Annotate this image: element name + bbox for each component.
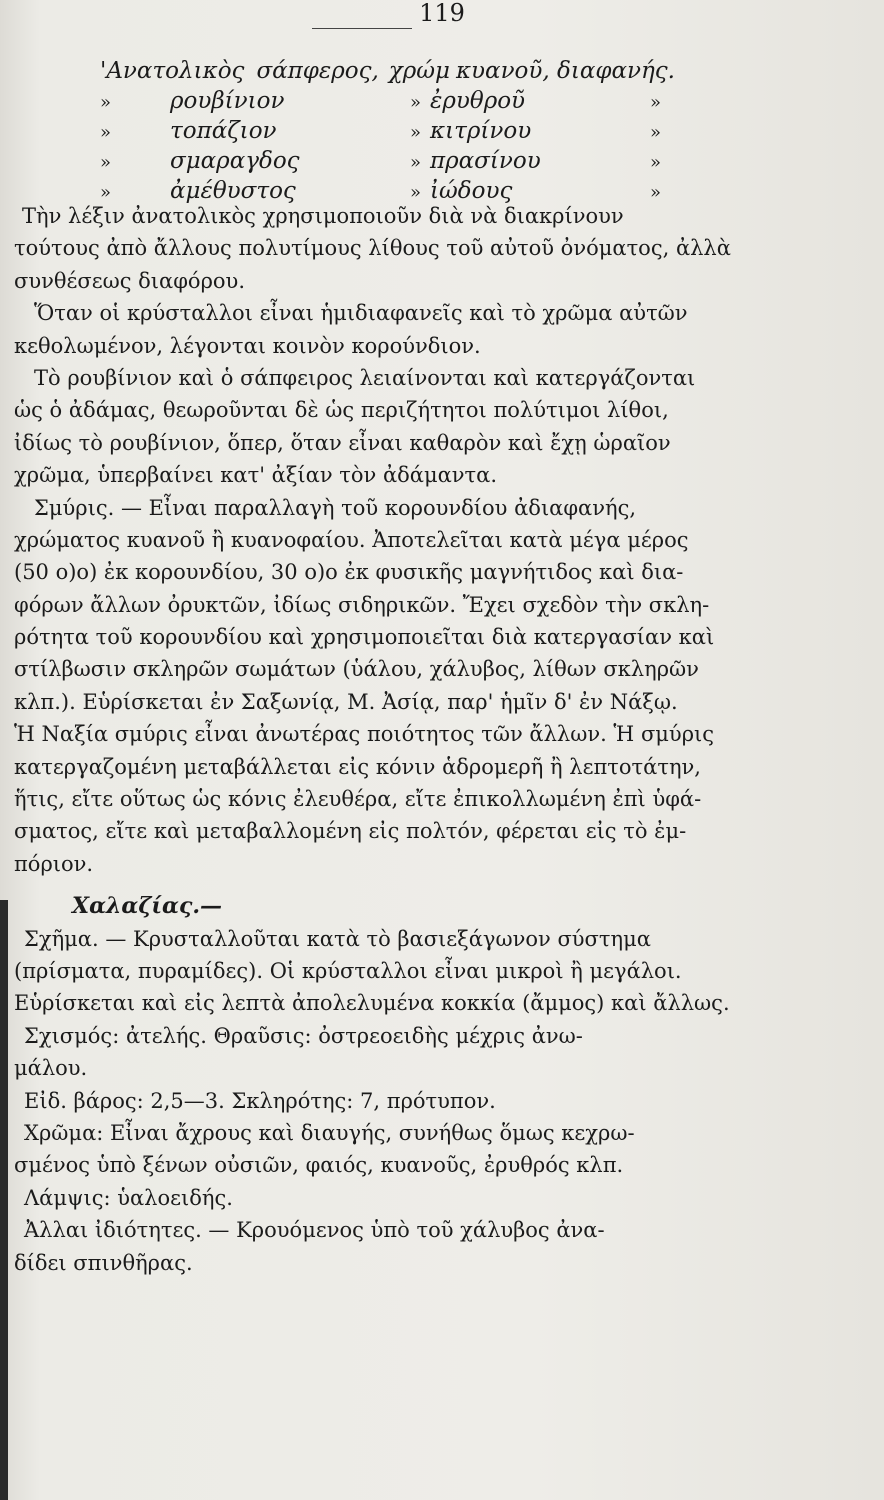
text-line: Σχισμός: ἀτελής. Θραῦσις: ὀστρεοειδὴς μέχρις ἀνω- bbox=[24, 1023, 583, 1048]
gem-name: σμαραγδος bbox=[170, 148, 300, 174]
gem-end: » bbox=[650, 92, 662, 113]
page-edge-shadow bbox=[0, 900, 8, 1500]
gem-color: ἰώδους bbox=[430, 178, 513, 204]
text-line: Τὴν λέξιν ἀνατολικὸς χρησιμοποιοῦν διὰ νὰ διακρίνουν bbox=[22, 204, 624, 228]
body-text bbox=[14, 200, 774, 1279]
text-line: κλπ.). Εὑρίσκεται ἐν Σαξωνίᾳ, Μ. Ἀσίᾳ, παρ' ἡμῖν δ' ἐν Νάξῳ. bbox=[14, 689, 678, 714]
text-line: δίδει σπινθῆρας. bbox=[14, 1250, 193, 1275]
gem-name: τοπάζιον bbox=[170, 118, 277, 144]
text-line: Χρῶμα: Εἶναι ἄχρους καὶ διαυγής, συνήθως ὅμως κεχρω- bbox=[24, 1120, 635, 1145]
text-line: χρῶμα, ὑπερβαίνει κατ' ἀξίαν τὸν ἀδάμαντα. bbox=[14, 463, 498, 488]
text-line: ρότητα τοῦ κορουνδίου καὶ χρησιμοποιεῖται διὰ κατεργασίαν καὶ bbox=[14, 625, 715, 650]
text-line: ἥτις, εἴτε οὕτως ὡς κόνις ἐλευθέρα, εἴτε ἐπικολλωμένη ἐπὶ ὑφά- bbox=[14, 787, 702, 812]
gem-row bbox=[100, 88, 820, 118]
text-line: Εἰδ. βάρος: 2,5—3. Σκληρότης: 7, πρότυπον. bbox=[24, 1088, 496, 1113]
gem-prefix: » bbox=[100, 152, 112, 173]
gem-prefix: 'Ανατολικὸς bbox=[100, 58, 245, 84]
gem-end: » bbox=[650, 152, 662, 173]
text-line: συνθέσεως διαφόρου. bbox=[14, 268, 245, 293]
gem-name: ρουβίνιον bbox=[170, 88, 285, 114]
text-line: ἰδίως τὸ ρουβίνιον, ὅπερ, ὅταν εἶναι καθαρὸν καὶ ἔχῃ ὡραῖον bbox=[14, 430, 671, 455]
gem-prefix: » bbox=[100, 92, 112, 113]
text-line: χρώματος κυανοῦ ἢ κυανοφαίου. Ἀποτελεῖται κατὰ μέγα μέρος bbox=[14, 527, 689, 552]
gem-row bbox=[100, 58, 820, 88]
gem-row bbox=[100, 118, 820, 148]
gem-color: πρασίνου bbox=[430, 148, 541, 174]
gem-end: » bbox=[650, 122, 662, 143]
gem-color: κιτρίνου bbox=[430, 118, 532, 144]
text-line: Ἀλλαι ἰδιότητες. — Κρουόμενος ὑπὸ τοῦ χάλυβος ἀνα- bbox=[24, 1218, 605, 1243]
gem-name: σάπφερος, bbox=[256, 58, 379, 84]
gem-row bbox=[100, 148, 820, 178]
gem-color: ἐρυθροῦ bbox=[430, 88, 526, 114]
gem-color: κυανοῦ, διαφανής. bbox=[455, 58, 675, 84]
text-line: Τὸ ρουβίνιον καὶ ὁ σάπφειρος λειαίνονται καὶ κατεργάζονται bbox=[34, 365, 696, 390]
gem-end: » bbox=[650, 182, 662, 203]
text-line: Σχῆμα. — Κρυσταλλοῦται κατὰ τὸ βασιεξάγωνον σύστημα bbox=[24, 926, 651, 951]
text-line: στίλβωσιν σκληρῶν σωμάτων (ὑάλου, χάλυβος, λίθων σκληρῶν bbox=[14, 657, 699, 682]
section-heading: Χαλαζίας.— bbox=[72, 893, 223, 920]
text-line: (50 ο)ο) ἐκ κορουνδίου, 30 ο)ο ἐκ φυσικῆς μαγνήτιδος καὶ δια- bbox=[14, 560, 684, 585]
text-line: Σμύρις. — Εἶναι παραλλαγὴ τοῦ κορουνδίου ἀδιαφανής, bbox=[34, 495, 637, 520]
text-line: Εὑρίσκεται καὶ εἰς λεπτὰ ἀπολελυμένα κοκκία (ἄμμος) καὶ ἄλλως. bbox=[14, 991, 730, 1016]
gem-mid: » bbox=[410, 152, 422, 173]
text-line: (πρίσματα, πυραμίδες). Οἱ κρύσταλλοι εἶναι μικροὶ ἢ μεγάλοι. bbox=[14, 958, 682, 983]
text-line: πόριον. bbox=[14, 851, 94, 876]
gem-name: ἀμέθυστος bbox=[170, 178, 296, 204]
text-line: Ἡ Ναξία σμύρις εἶναι ἀνωτέρας ποιότητος τῶν ἄλλων. Ἡ σμύρις bbox=[14, 722, 715, 747]
text-line: Ὅταν οἱ κρύσταλλοι εἶναι ἡμιδιαφανεῖς καὶ τὸ χρῶμα αὐτῶν bbox=[34, 301, 688, 326]
text-line: σμένος ὑπὸ ξένων οὐσιῶν, φαιός, κυανοῦς, ἐρυθρός κλπ. bbox=[14, 1153, 624, 1178]
text-line: τούτους ἀπὸ ἄλλους πολυτίμους λίθους τοῦ αὐτοῦ ὀνόματος, ἀλλὰ bbox=[14, 236, 731, 261]
text-line: φόρων ἄλλων ὀρυκτῶν, ἰδίως σιδηρικῶν. Ἔχει σχεδὸν τὴν σκλη- bbox=[14, 592, 710, 617]
gem-mid: » bbox=[410, 92, 422, 113]
text-line: κατεργαζομένη μεταβάλλεται εἰς κόνιν ἁδρομερῆ ἢ λεπτοτάτην, bbox=[14, 754, 701, 779]
header-rule bbox=[312, 28, 412, 29]
text-line: κεθολωμένον, λέγονται κοινὸν κορούνδιον. bbox=[14, 333, 481, 358]
gem-mid: » bbox=[410, 122, 422, 143]
text-line: ὡς ὁ ἀδάμας, θεωροῦνται δὲ ὡς περιζήτητοι πολύτιμοι λίθοι, bbox=[14, 398, 669, 423]
text-line: σματος, εἴτε καὶ μεταβαλλομένη εἰς πολτόν, φέρεται εἰς τὸ ἐμ- bbox=[14, 819, 687, 844]
gem-table bbox=[100, 58, 820, 208]
gem-mid: » bbox=[410, 182, 422, 203]
text-line: μάλου. bbox=[14, 1056, 88, 1081]
gem-prefix: » bbox=[100, 122, 112, 143]
gem-mid: χρώμ bbox=[388, 58, 450, 84]
page-number: 119 bbox=[419, 0, 465, 27]
text-line: Λάμψις: ὑαλοειδής. bbox=[24, 1185, 233, 1210]
gem-prefix: » bbox=[100, 182, 112, 203]
